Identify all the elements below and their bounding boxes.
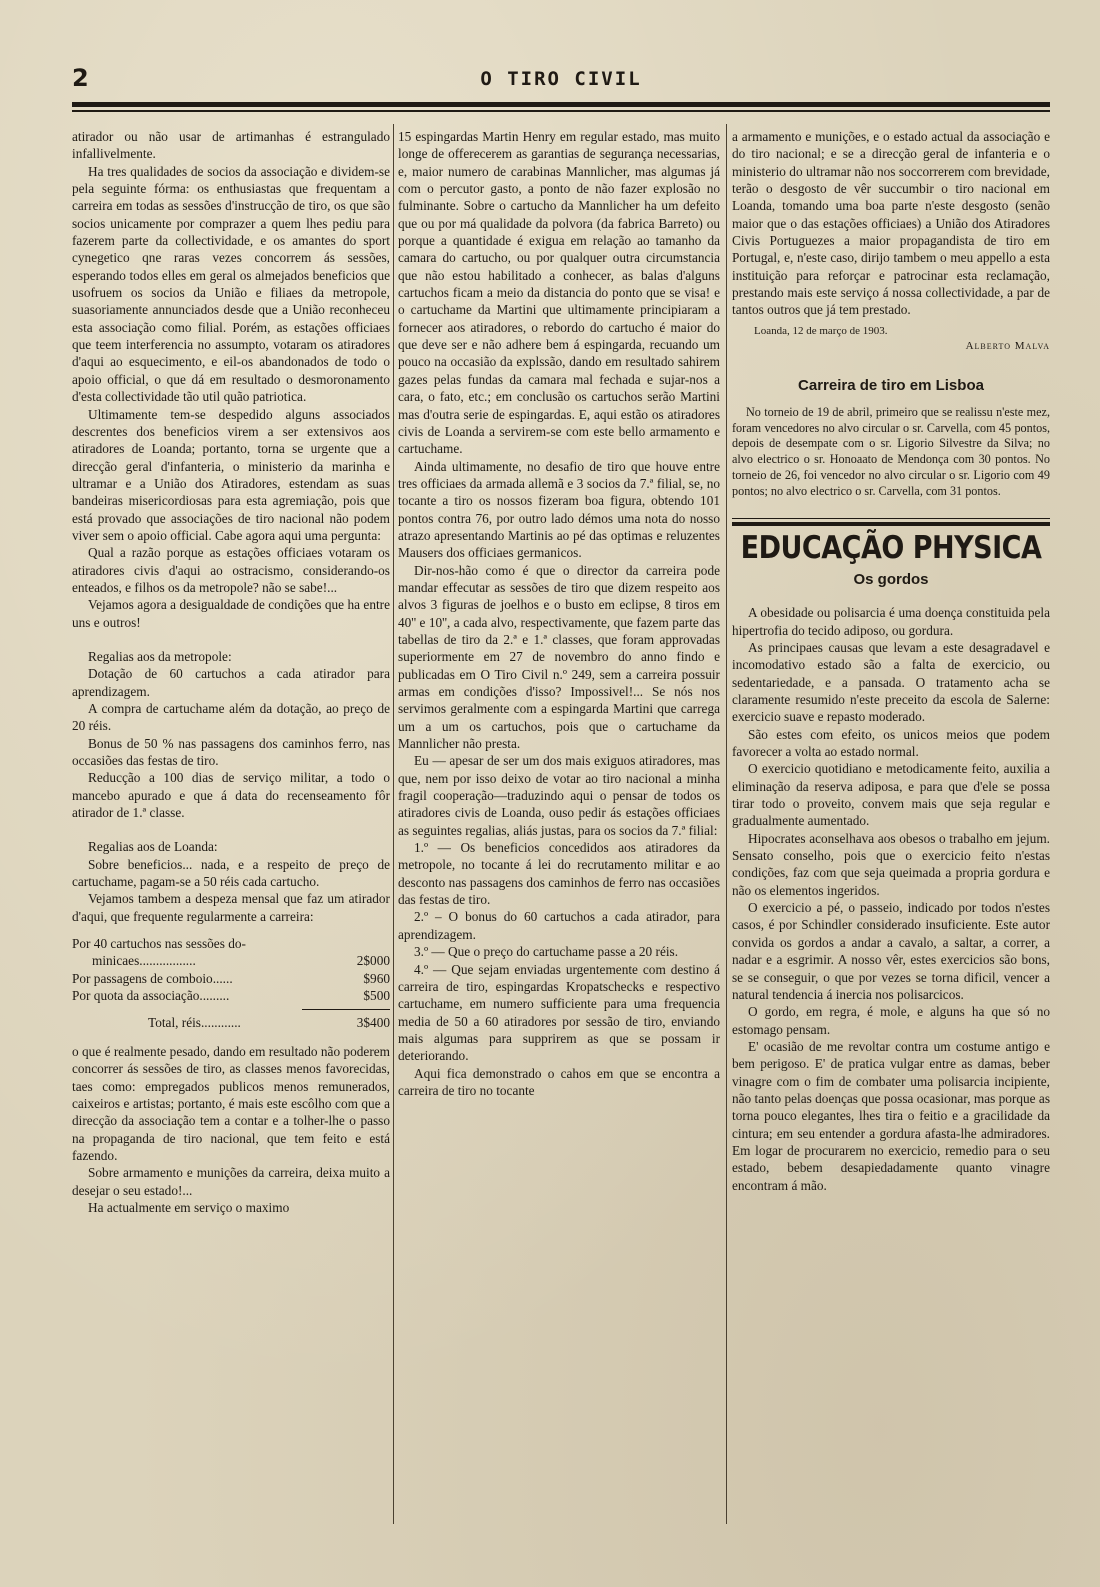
paragraph: Ha actualmente em serviço o maximo bbox=[88, 1199, 290, 1215]
column-right bbox=[732, 128, 1050, 1548]
paragraph: Ainda ultimamente, no desafio de tiro que houve entre tres officiaes da armada allemã e 3 socios da 7.ª filial, se, no tocante a tiro os nossos fizeram boa figura, obtendo 101 pontos contra 76, por outro lado démos uma nota do nosso atrazo apresentando Martinis ao pé das optimas e reluzentes Mausers dos officiaes germanicos. bbox=[398, 458, 720, 561]
paragraph: 1.º — Os beneficios concedidos aos atiradores da metropole, no tocante á lei do recrutamento militar e ao desconto nas passagens dos caminhos de ferro nas occasiões das festas de tiro. bbox=[398, 840, 720, 908]
paragraph: Bonus de 50 % nas passagens dos caminhos ferro, nas occasiões das festas de tiro. bbox=[72, 735, 390, 769]
section-rule-thick bbox=[732, 522, 1050, 526]
paragraph: Sobre beneficios... nada, e a respeito de preço de cartuchame, pagam-se a 50 réis cada cartucho. bbox=[72, 856, 390, 890]
masthead-rule-thick bbox=[72, 102, 1050, 107]
educacao-physica-heading: EDUCAÇÃO PHYSICA bbox=[740, 530, 1042, 566]
masthead-rule-thin bbox=[72, 110, 1050, 112]
paragraph: Dotação de 60 cartuchos a cada atirador para aprendizagem. bbox=[72, 666, 390, 699]
paragraph: Vejamos tambem a despeza mensal que faz um atirador d'aqui, que frequente regularmente a carreira: bbox=[72, 891, 390, 924]
paragraph: Hipocrates aconselhava aos obesos o trabalho em jejum. Sensato conselho, pois que o exercicio feito n'estas condições, faz com que seja queimada a propria gordura e não os elementos ingeridos. bbox=[732, 830, 1050, 898]
paragraph: Vejamos agora a desigualdade de condições que ha entre uns e outros! bbox=[72, 597, 390, 630]
paragraph: Dir-nos-hão como é que o director da carreira pode mandar effecutar as sessões de tiro que dizem respeito aos alvos 3 figuras de joelhos e o busto em eclipse, 8 tiros em 40'' e 10'', a cada alvo, respectivamente, que fazem parte das tabellas de tiro da 2.ª e 1.ª classes, que foram approvadas superiormente em 27 de novembro do anno findo e publicadas em O Tiro Civil n.º 249, sem a carreira possuir armas em condições d'isso? Impossivel!... Se nós nos servimos geralmente com a espingarda Martini que carrega um a um os cartuchos, pois que o cartuchame da Mannlicher não presta. bbox=[398, 562, 720, 752]
ledger-row: minicaes................. 2$000 bbox=[92, 953, 390, 969]
paragraph: 2.º – O bonus do 60 cartuchos a cada atirador, para aprendizagem. bbox=[398, 909, 720, 942]
paragraph: O exercicio a pé, o passeio, indicado por todos n'estes casos, é por Schindler considerado insuficiente. Este autor convida os gordos a andar a cavalo, a saltar, a correr, a nadar e a esgrimir. A nosso vêr, estes exercicios são bons, se se conseguir, o que por vezes se torna dificil, vencer a natural tendencia á inercia nos polisarcicos. bbox=[732, 900, 1050, 1002]
paragraph: A compra de cartuchame além da dotação, ao preço de 20 réis. bbox=[72, 701, 390, 734]
paragraph: 3.º — Que o preço do cartuchame passe a 20 réis. bbox=[414, 944, 679, 960]
expense-ledger bbox=[72, 935, 390, 1031]
paragraph: O exercicio quotidiano e metodicamente feito, auxilia a eliminação da reserva adiposa, e para que d'ele se possa tirar todo o proveito, convem mais que seja regular e gradualmente aumentado. bbox=[732, 761, 1050, 829]
column-left bbox=[72, 128, 390, 1548]
page-number: 2 bbox=[72, 64, 89, 92]
signoff-date: Loanda, 12 de março de 1903. bbox=[754, 324, 888, 337]
ledger-row: Por quota da associação......... $500 bbox=[72, 988, 390, 1004]
paragraph: Reducção a 100 dias de serviço militar, a todo o mancebo apurado e que á data do recenseamento fôr atirador de 1.ª classe. bbox=[72, 770, 390, 821]
regalias-loanda-heading: Regalias aos de Loanda: bbox=[88, 839, 218, 855]
column-middle bbox=[398, 128, 720, 1548]
paragraph: Ha tres qualidades de socios da associação e dividem-se pela seguinte fórma: os enthusiastas que frequentam a carreira em todas as sessões d'instrucção de tiro, os que são socios unicamente por comprazer a quem lhes pediu para fazerem parte da collectividade, e os amantes do sport cynegetico qne raras vezes concorrem ás sessões, esperando todos elles em geral os almejados beneficios que usofruem os socios da União e filiaes da metropole, suasoriamente annunciados desde que a União reconheceu esta associação como filial. Porém, as estações officiaes que teem interferencia no assumpto, votaram os atiradores d'aqui ao esquecimento, e eil-os abandonados de todo o apoio official, o que dá em resultado o desmoronamento d'esta collectividade tão util quão patriotica. bbox=[72, 163, 390, 405]
paragraph: Sobre armamento e munições da carreira, deixa muito a desejar o seu estado!... bbox=[72, 1165, 390, 1198]
ledger-sum-rule bbox=[302, 1009, 390, 1010]
carreira-article bbox=[732, 405, 1050, 500]
paragraph: 4.º — Que sejam enviadas urgentemente com destino á carreira de tiro, espingardas Kropatschecks e respectivo cartuchame, em numero sufficiente para uma frequencia media de 50 a 60 atiradores por sessão de tiro, enviando mais algumas para supprirem as que se possam ir deteriorando. bbox=[398, 961, 720, 1064]
regalias-metropole-heading: Regalias aos da metropole: bbox=[88, 648, 232, 664]
paragraph: E' ocasião de me revoltar contra um costume antigo e bem perigoso. E' de pratica vulgar entre as damas, beber vinagre com o fim de combater uma polisarcia incipiente, não tanto pelas doenças que possa ocasionar, mas porque as torna pouco elegantes, lhes tira o feitio e a gracilidade da cintura; em seu entender a gordura afasta-lhe admiradores. Em logar de procurarem no exercicio, remedio para o seu estado, bebem desapiedadamente quanto vinagre encontram á mão. bbox=[732, 1038, 1050, 1193]
ledger-row: Por 40 cartuchos nas sessões do- bbox=[72, 936, 246, 952]
paragraph: Aqui fica demonstrado o cahos em que se encontra a carreira de tiro no tocante bbox=[398, 1065, 720, 1098]
paragraph: A obesidade ou polisarcia é uma doença constituida pela hipertrofia do tecido adiposo, ou gordura. bbox=[732, 605, 1050, 638]
carreira-heading: Carreira de tiro em Lisboa bbox=[798, 377, 984, 395]
section-rule-thin bbox=[732, 518, 1050, 519]
paragraph: As principaes causas que levam a este desagradavel e incomodativo estado são a falta de exercicio, ou sedentariedade, e a pansada. O tratamento acha se claramente resumido n'este preceito da escola de Salerne: exercicio suave e repasto moderado. bbox=[732, 639, 1050, 725]
ledger-row: Por passagens de comboio...... $960 bbox=[72, 970, 390, 986]
paragraph: Eu — apesar de ser um dos mais exiguos atiradores, mas que, nem por isso deixo de votar ao tiro nacional a minha fragil cooperação—traduzindo aqui o pensar de todos os atiradores civis de Loanda, ouso pedir ás estações officiaes as seguintes regalias, aliás justas, para os socios da 7.ª filial: bbox=[398, 753, 720, 838]
paragraph: Ultimamente tem-se despedido alguns associados descrentes dos beneficios virem a ser extensivos aos atiradores de Loanda; portanto, torna se urgente que a direcção geral d'infanteria, o ministerio da marinha e ultramar e a União dos Atiradores, estendam as suas bandeiras misericordiosas para esta agremiação, pois que está provado que associações de tiro nacional não podem viver sem o apoio official. Cabe agora aqui uma pergunta: bbox=[72, 406, 390, 543]
paragraph: o que é realmente pesado, dando em resultado não poderem concorrer ás sessões de tiro, as classes menos favorecidas, taes como: empregados publicos menos remunerados, caixeiros e artistas; portanto, é mais este escôlho com que a direcção da associação tem a contar e a tolher-lhe o passo na propaganda de tiro nacional, que tem feito e está fazendo. bbox=[72, 1043, 390, 1163]
column-divider-2 bbox=[726, 124, 727, 1524]
paragraph: São estes com efeito, os unicos meios que podem favorecer a volta ao estado normal. bbox=[732, 726, 1050, 760]
column-divider-1 bbox=[393, 124, 394, 1524]
paragraph: Qual a razão porque as estações officiaes votaram os atiradores civis d'aqui ao ostracismo, considerando-os enteados, e filhos os da metropole? não se sabe!... bbox=[72, 545, 390, 595]
ledger-total: Total, réis............ 3$400 bbox=[148, 1014, 390, 1030]
masthead bbox=[72, 64, 1050, 92]
paragraph: No torneio de 19 de abril, primeiro que se realissu n'este mez, foram vencedores no alvo circular o sr. Carvella, com 45 pontos, depois de desempate com o sr. Ligorio Silvestre da Silva; no alvo electrico o sr. Honoaato de Mendonça com 30 pontos. No torneio de 26, foi vencedor no alvo circular o sr. Ligorio com 49 pontos; no alvo electrico o sr. Carvella, com 31 pontos. bbox=[732, 404, 1050, 498]
os-gordos-subheading: Os gordos bbox=[853, 570, 929, 588]
signoff-author: Alberto Malva bbox=[965, 340, 1050, 353]
paragraph: atirador ou não usar de artimanhas é estrangulado infallivelmente. bbox=[72, 129, 390, 162]
paragraph: a armamento e munições, e o estado actual da associação e do tiro nacional; e se a direcção geral de infanteria e o ministerio do ultramar não nos soccorrerem com brevidade, terão o desgosto de vêr succumbir o tiro nacional em Loanda, tomando uma boa parte n'este desgosto (senão maior que o das estações officiaes) a União dos Atiradores Civis Portuguezes a maior propagandista de tiro em Portugal, e, n'este caso, dirijo tambem o meu appello a esta instituição para reforçar e patrocinar esta reclamação, prestando mais este serviço á nossa collectividade, a par de tantos outros que já tem prestado. bbox=[732, 129, 1050, 318]
paragraph: O gordo, em regra, é mole, e alguns ha que só no estomago pensam. bbox=[732, 1004, 1050, 1037]
newspaper-title: O TIRO CIVIL bbox=[480, 68, 642, 90]
paragraph: 15 espingardas Martin Henry em regular estado, mas muito longe de offerecerem as garantias de segurança necessarias, e, maior numero de carabinas Mannlicher, mas algumas já com o percutor gasto, a ponto de não fazer explosão no fulminante. Sobre o cartucho da Mannlicher ha um defeito que ou por má qualidade da polvora (da fabrica Barreto) ou porque a quantidade é exigua em relação ao tamanho da camara do cartucho, ou por qualquer outra circumstancia que não estou habilitado a conhecer, as balas d'alguns cartuchos ficam a meio da distancia do ponto que se visa! e o cartuchame da Martini que ultimamente principiaram a fornecer aos atiradores, o rebordo do cartucho é maior do que deve ser e não adhere bem á espingarda, recuando um pouco na occasião da explssão, dando em resultado sahirem gazes pelas fundas da camara mal fechada e sujar-nos a cara, o fato, etc.; em conclusão os cartuchos serão Martini mas d'outra serie de espingardas. E, aqui estão os atiradores civis de Loanda a servirem-se com este bello armamento e cartuchame. bbox=[398, 129, 720, 457]
